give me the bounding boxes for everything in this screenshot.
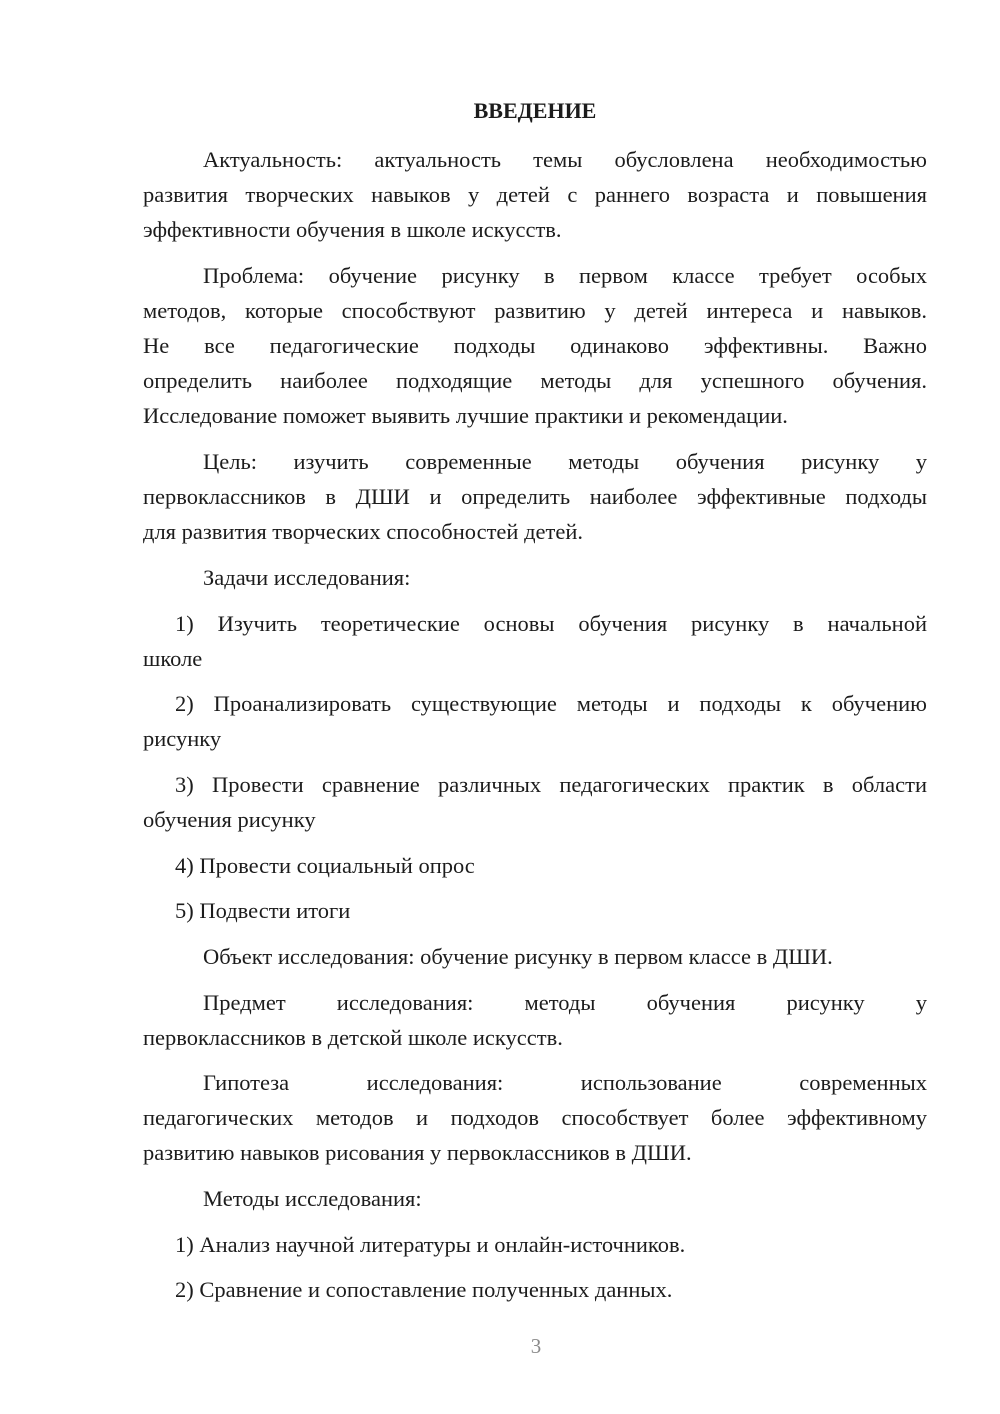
page-number: 3 [530,1334,542,1358]
object-line: Объект исследования: обучение рисунку в первом классе в ДШИ. [203,944,833,969]
methods-heading: Методы исследования: [203,1186,422,1211]
task-3-line-1: 3) Провести сравнение различных педагогических практик в области [175,772,927,797]
problem-line-1: Проблема: обучение рисунку в первом классе требует особых [203,263,927,288]
task-2-line-1: 2) Проанализировать существующие методы и подходы к обучению [175,691,927,716]
problem-line-3: Не все педагогические подходы одинаково эффективны. Важно [143,333,927,358]
task-1-line-2: школе [143,646,203,671]
problem-line-4: определить наиболее подходящие методы для успешного обучения. [143,368,927,393]
relevance-line-1: Актуальность: актуальность темы обусловлена необходимостью [203,147,927,172]
subject-line-1: Предмет исследования: методы обучения рисунку у [203,990,927,1015]
relevance-line-2: развития творческих навыков у детей с раннего возраста и повышения [143,182,927,207]
task-4: 4) Провести социальный опрос [175,853,475,878]
problem-line-5: Исследование поможет выявить лучшие практики и рекомендации. [143,403,788,428]
hypothesis-line-3: развитию навыков рисования у первоклассников в ДШИ. [143,1140,692,1165]
goal-line-3: для развития творческих способностей детей. [143,519,583,544]
task-1-line-1: 1) Изучить теоретические основы обучения рисунку в начальной [175,611,927,636]
task-2-line-2: рисунку [143,726,222,751]
problem-line-2: методов, которые способствуют развитию у детей интереса и навыков. [143,298,927,323]
hypothesis-line-2: педагогических методов и подходов способствует более эффективному [143,1105,927,1130]
task-3-line-2: обучения рисунку [143,807,316,832]
goal-line-2: первоклассников в ДШИ и определить наиболее эффективные подходы [143,484,927,509]
section-title: ВВЕДЕНИЕ [473,98,597,123]
tasks-heading: Задачи исследования: [203,565,411,590]
task-5: 5) Подвести итоги [175,898,351,923]
relevance-line-3: эффективности обучения в школе искусств. [143,217,562,242]
method-1: 1) Анализ научной литературы и онлайн-источников. [175,1232,686,1257]
goal-line-1: Цель: изучить современные методы обучения рисунку у [203,449,927,474]
subject-line-2: первоклассников в детской школе искусств. [143,1025,563,1050]
method-2: 2) Сравнение и сопоставление полученных данных. [175,1277,673,1302]
hypothesis-line-1: Гипотеза исследования: использование современных [203,1070,927,1095]
